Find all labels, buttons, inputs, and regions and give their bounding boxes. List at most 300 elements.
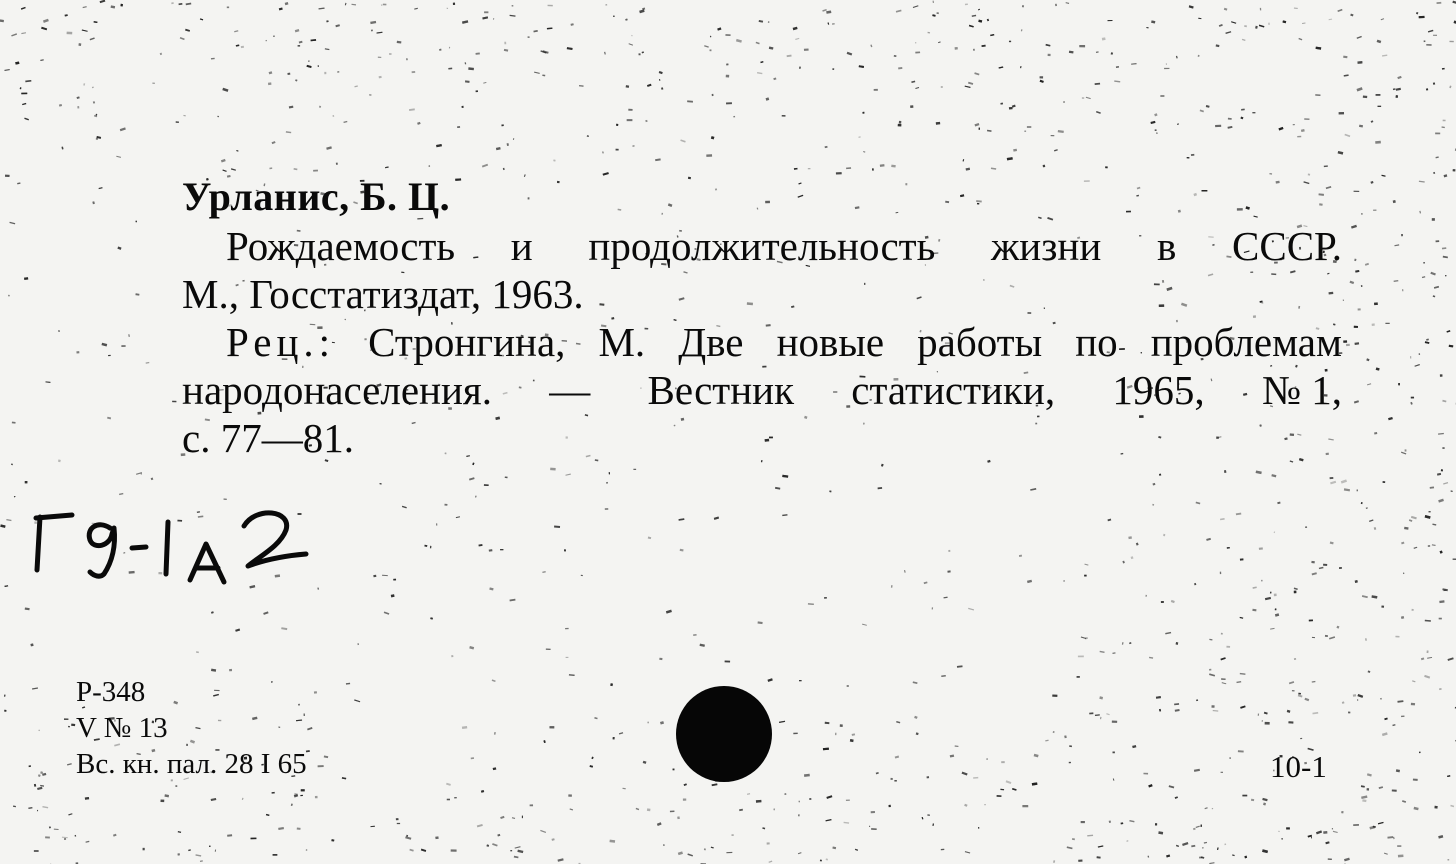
speckle [732, 834, 734, 835]
speckle [533, 30, 537, 32]
speckle [1221, 633, 1223, 635]
speckle [373, 575, 376, 578]
review-word: М. [598, 319, 646, 365]
volume-number: V № 13 [76, 712, 168, 744]
speckle [648, 537, 651, 540]
speckle [1351, 225, 1357, 229]
speckle [1121, 822, 1124, 824]
speckle [1289, 681, 1294, 684]
speckle [11, 464, 13, 466]
speckle [872, 168, 874, 170]
speckle [1361, 502, 1363, 504]
speckle [1354, 259, 1356, 262]
speckle [948, 550, 950, 552]
speckle [24, 118, 29, 121]
speckle [40, 59, 43, 61]
speckle [570, 808, 574, 810]
speckle [1319, 567, 1324, 569]
speckle [784, 793, 786, 795]
speckle [1176, 56, 1178, 59]
speckle [286, 131, 291, 133]
speckle [932, 14, 935, 17]
review-word: новые [776, 319, 885, 365]
speckle [905, 183, 907, 185]
speckle [756, 800, 762, 803]
speckle [379, 483, 381, 485]
speckle [1269, 173, 1272, 174]
speckle [604, 52, 606, 55]
speckle [1102, 37, 1106, 40]
speckle [1393, 200, 1396, 203]
speckle [234, 30, 238, 32]
speckle [176, 121, 179, 122]
speckle [683, 798, 686, 800]
speckle [960, 194, 964, 197]
speckle [832, 847, 836, 850]
speckle [1032, 782, 1038, 785]
speckle [793, 733, 797, 735]
speckle [760, 61, 763, 63]
speckle [313, 170, 318, 172]
speckle [1215, 125, 1221, 127]
speckle [1187, 157, 1190, 159]
speckle [1024, 131, 1026, 132]
speckle [605, 4, 607, 6]
speckle [333, 115, 335, 117]
speckle [1377, 40, 1382, 44]
speckle [71, 724, 75, 727]
speckle [1382, 54, 1387, 56]
speckle [932, 607, 933, 609]
speckle [64, 838, 66, 840]
speckle [1440, 374, 1443, 376]
speckle [1205, 807, 1208, 809]
speckle [1148, 784, 1152, 787]
speckle [289, 106, 294, 109]
speckle [913, 5, 919, 8]
speckle [1344, 134, 1350, 137]
speckle [1437, 2, 1442, 4]
speckle [1341, 479, 1347, 483]
speckle [141, 472, 142, 474]
speckle [1084, 575, 1086, 577]
speckle [680, 139, 685, 142]
author-name: Урланис, Б. Ц. [182, 174, 451, 219]
speckle [1084, 180, 1090, 181]
speckle [1298, 38, 1302, 40]
speckle [45, 381, 50, 382]
speckle [351, 4, 356, 6]
speckle [726, 102, 732, 104]
speckle [769, 47, 774, 50]
speckle [1148, 856, 1150, 858]
speckle [1158, 831, 1163, 834]
speckle [894, 780, 896, 781]
speckle [1401, 616, 1404, 619]
speckle [794, 168, 798, 170]
speckle [1367, 773, 1372, 776]
speckle [1193, 193, 1197, 196]
speckle [278, 827, 284, 830]
speckle [950, 754, 954, 757]
speckle [1441, 126, 1444, 128]
speckle [1228, 118, 1232, 120]
speckle [1151, 121, 1156, 124]
speckle [1122, 561, 1124, 564]
speckle [406, 58, 407, 60]
speckle [587, 135, 589, 137]
review-word: статистики, [851, 367, 1056, 413]
speckle [1394, 244, 1399, 246]
speckle [927, 814, 930, 816]
speckle [92, 201, 95, 204]
speckle [1213, 710, 1219, 712]
speckle [1434, 806, 1437, 809]
speckle [77, 96, 80, 99]
speckle [1371, 595, 1377, 598]
speckle [871, 811, 875, 813]
speckle [1444, 174, 1448, 177]
speckle [1069, 51, 1074, 54]
speckle [475, 496, 477, 498]
speckle [1419, 211, 1421, 214]
speckle [659, 79, 660, 81]
speckle [241, 46, 244, 48]
speckle [1174, 703, 1179, 705]
speckle [733, 116, 735, 117]
speckle [1411, 397, 1414, 399]
speckle [965, 3, 968, 5]
speckle [492, 843, 498, 846]
speckle [670, 811, 675, 813]
speckle [820, 860, 822, 862]
speckle [1298, 693, 1301, 695]
speckle [941, 675, 945, 676]
speckle [666, 610, 672, 614]
speckle [1063, 101, 1065, 103]
speckle [1374, 527, 1377, 530]
speckle [655, 158, 661, 161]
speckle [673, 768, 675, 770]
speckle [12, 422, 16, 424]
speckle [1095, 714, 1100, 716]
speckle [1381, 18, 1384, 20]
speckle [1156, 696, 1161, 699]
speckle [1371, 181, 1374, 184]
speckle [231, 168, 236, 170]
speckle [195, 854, 201, 856]
speckle [34, 784, 36, 787]
speckle [335, 24, 340, 27]
speckle [1442, 247, 1446, 249]
speckle [1098, 845, 1104, 847]
speckle [1293, 124, 1295, 125]
speckle [1421, 657, 1424, 660]
speckle [891, 585, 893, 588]
speckle [90, 37, 95, 40]
speckle [1371, 120, 1374, 122]
speckle [315, 796, 318, 798]
speckle [1361, 285, 1363, 287]
speckle [1182, 842, 1188, 846]
speckle [876, 772, 879, 774]
speckle [5, 585, 9, 587]
speckle [1252, 112, 1255, 113]
speckle [1206, 105, 1210, 108]
speckle [454, 797, 457, 798]
speckle [381, 4, 383, 5]
speckle [17, 182, 20, 184]
speckle [383, 4, 387, 6]
speckle [514, 856, 519, 859]
speckle [86, 841, 90, 843]
bibliographic-description [182, 222, 1342, 462]
speckle [107, 417, 111, 420]
title-word: в [1156, 223, 1177, 269]
speckle [605, 508, 608, 510]
speckle [108, 355, 111, 356]
speckle [899, 121, 901, 124]
speckle [1427, 650, 1429, 653]
speckle [1384, 718, 1387, 721]
speckle [510, 850, 512, 851]
speckle [826, 11, 831, 14]
speckle [1122, 642, 1124, 645]
speckle [987, 130, 992, 132]
speckle [1433, 82, 1435, 84]
speckle [336, 163, 338, 165]
speckle [449, 47, 450, 49]
speckle [25, 481, 28, 483]
speckle [932, 823, 934, 826]
speckle [687, 100, 693, 102]
speckle [1401, 452, 1406, 455]
speckle [606, 482, 608, 484]
speckle [1100, 651, 1105, 653]
speckle [1194, 769, 1200, 772]
catalog-metadata [76, 674, 307, 782]
review-line-1 [182, 318, 1342, 366]
speckle [1164, 68, 1169, 69]
speckle [1106, 713, 1110, 715]
speckle [1413, 779, 1418, 781]
speckle [684, 783, 687, 786]
speckle [647, 84, 651, 87]
speckle [500, 816, 504, 819]
speckle [1344, 858, 1350, 862]
speckle [229, 669, 232, 671]
speckle [847, 685, 849, 686]
speckle [832, 23, 835, 24]
speckle [447, 799, 450, 801]
speckle [294, 168, 298, 170]
speckle [1405, 449, 1407, 451]
speckle [1353, 824, 1359, 826]
speckle [1198, 55, 1200, 57]
speckle [1262, 798, 1267, 801]
speckle [503, 168, 505, 170]
speckle [1078, 859, 1082, 861]
speckle [1111, 52, 1113, 55]
speckle [1437, 473, 1441, 476]
speckle [1262, 720, 1264, 722]
speckle [975, 123, 980, 126]
speckle [528, 36, 530, 38]
speckle [1416, 12, 1418, 14]
speckle [13, 806, 16, 808]
speckle [1328, 858, 1332, 860]
speckle [643, 761, 647, 764]
speckle [1191, 845, 1195, 847]
speckle [446, 783, 451, 786]
speckle [1287, 710, 1291, 713]
speckle [331, 839, 334, 841]
speckle [1397, 76, 1401, 79]
speckle [1175, 709, 1180, 712]
speckle [1325, 635, 1328, 637]
speckle [1381, 606, 1384, 608]
speckle [957, 665, 963, 667]
speckle [1397, 845, 1401, 846]
speckle [944, 597, 948, 599]
speckle [564, 549, 566, 551]
speckle [1053, 860, 1055, 863]
speckle [1196, 699, 1198, 701]
speckle [846, 800, 850, 801]
speckle [263, 611, 268, 615]
speckle [1279, 127, 1284, 131]
speckle [266, 814, 270, 816]
speckle [1433, 295, 1436, 297]
review-line-2 [182, 366, 1342, 414]
speckle [1040, 80, 1044, 83]
speckle [1419, 181, 1425, 183]
speckle [1129, 820, 1134, 822]
speckle [766, 97, 770, 100]
speckle [977, 203, 979, 205]
speckle [1292, 690, 1295, 692]
speckle [227, 834, 232, 837]
speckle [1427, 657, 1432, 659]
speckle [1359, 125, 1363, 128]
speckle [1448, 657, 1454, 661]
speckle [687, 853, 693, 856]
speckle [484, 484, 489, 486]
speckle [757, 72, 762, 74]
speckle [1146, 27, 1148, 28]
speckle [627, 119, 633, 121]
speckle [1323, 564, 1327, 566]
speckle [1069, 745, 1072, 747]
speckle [798, 195, 804, 198]
speckle [550, 468, 556, 471]
review-word: по [1075, 319, 1118, 365]
speckle [1350, 281, 1355, 285]
speckle [1129, 642, 1131, 644]
speckle [476, 53, 480, 55]
speckle [1054, 149, 1058, 151]
speckle [179, 3, 183, 5]
speckle [870, 44, 872, 47]
speckle [285, 2, 289, 5]
speckle [1419, 752, 1421, 753]
speckle [357, 643, 359, 645]
speckle [762, 827, 765, 829]
speckle [710, 49, 712, 51]
speckle [453, 3, 455, 5]
speckle [1027, 580, 1032, 583]
speckle [414, 8, 418, 10]
speckle [1401, 234, 1403, 236]
speckle [679, 518, 685, 521]
speckle [504, 42, 506, 45]
speckle [1221, 772, 1223, 773]
speckle [236, 150, 238, 152]
speckle [462, 726, 467, 729]
speckle [530, 804, 533, 806]
speckle [389, 53, 392, 55]
speckle [1453, 559, 1456, 560]
speckle [1131, 556, 1134, 559]
speckle [759, 20, 763, 23]
speckle [457, 126, 460, 128]
speckle [1316, 830, 1322, 834]
speckle [895, 756, 899, 759]
speckle [482, 164, 488, 168]
speckle [1019, 555, 1022, 557]
speckle [370, 21, 376, 24]
speckle [1220, 518, 1225, 520]
speckle [1159, 474, 1161, 476]
title-word: жизни [990, 223, 1102, 269]
speckle [93, 101, 95, 104]
speckle [1169, 785, 1175, 788]
speckle [1305, 526, 1307, 528]
speckle [832, 68, 834, 70]
speckle [779, 721, 785, 723]
speckle [510, 599, 516, 602]
speckle [1447, 330, 1451, 333]
speckle [1424, 675, 1430, 679]
speckle [113, 834, 117, 837]
speckle [1196, 502, 1201, 505]
speckle [300, 795, 302, 796]
speckle [1350, 14, 1353, 17]
speckle [725, 34, 730, 36]
speckle [354, 699, 360, 702]
speckle [974, 72, 979, 75]
speckle [177, 853, 180, 855]
speckle [982, 45, 986, 47]
review-word: 1965, [1112, 367, 1205, 413]
speckle [1112, 721, 1117, 723]
speckle [471, 757, 474, 759]
speckle [9, 222, 15, 225]
speckle [1379, 786, 1383, 789]
speckle [1442, 447, 1444, 449]
speckle [543, 740, 545, 743]
speckle [823, 748, 829, 751]
speckle [64, 718, 68, 720]
speckle [1198, 18, 1201, 19]
speckle [430, 617, 433, 619]
speckle [680, 549, 684, 552]
speckle [524, 174, 526, 177]
speckle [1216, 44, 1220, 47]
speckle [324, 72, 326, 74]
speckle [1440, 551, 1443, 554]
speckle [318, 765, 324, 767]
